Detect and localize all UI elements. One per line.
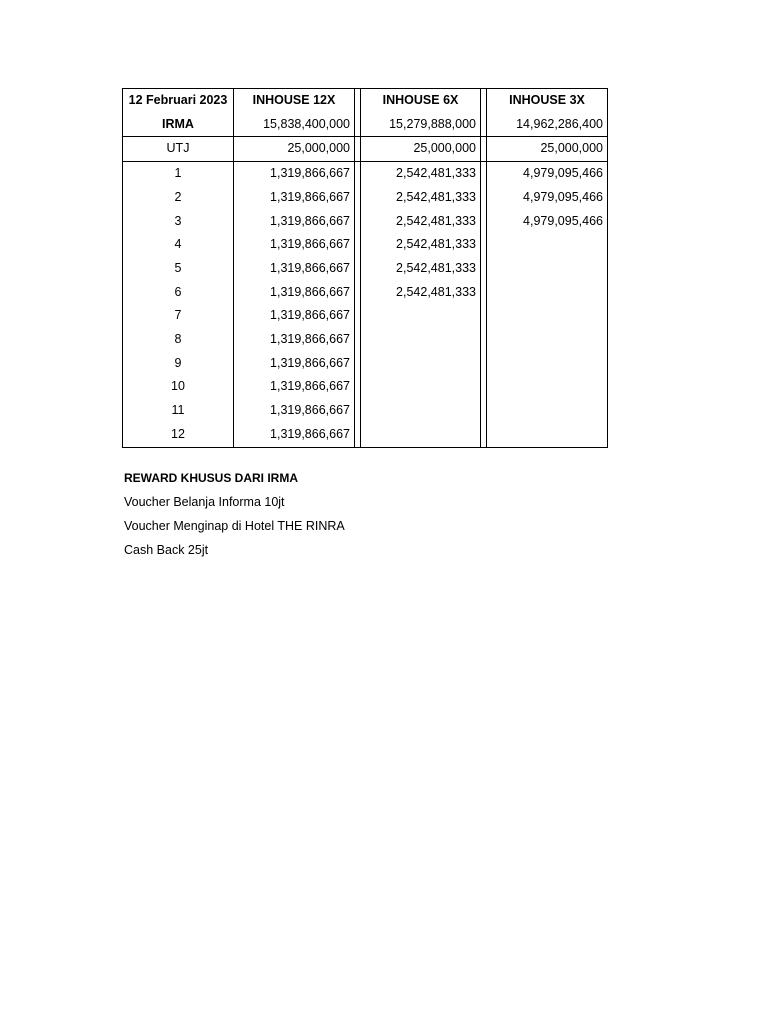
installment-3x: 4,979,095,466 [487,162,608,186]
utj-6x: 25,000,000 [361,137,481,162]
table-row [123,375,608,399]
installment-6x: 2,542,481,333 [361,281,481,305]
table-row [123,304,608,328]
utj-12x: 25,000,000 [234,137,355,162]
installment-number: 11 [123,399,234,423]
installment-6x: 2,542,481,333 [361,233,481,257]
installment-3x [487,304,608,328]
installment-number: 5 [123,257,234,281]
installment-12x: 1,319,866,667 [234,399,355,423]
installment-6x [361,375,481,399]
installment-12x: 1,319,866,667 [234,352,355,376]
header-inhouse-12x: INHOUSE 12X [234,89,355,113]
installment-6x [361,423,481,447]
header-date: 12 Februari 2023 [123,89,234,113]
installment-3x [487,328,608,352]
installment-12x: 1,319,866,667 [234,257,355,281]
reward-item: Cash Back 25jt [124,543,209,557]
installment-12x: 1,319,866,667 [234,281,355,305]
installment-6x [361,328,481,352]
installment-number: 3 [123,210,234,234]
installment-12x: 1,319,866,667 [234,304,355,328]
installment-6x: 2,542,481,333 [361,210,481,234]
table-row [123,328,608,352]
installment-number: 2 [123,186,234,210]
table-row [123,162,608,186]
table-row [123,257,608,281]
installment-3x [487,399,608,423]
header-inhouse-3x: INHOUSE 3X [487,89,608,113]
totals-label: IRMA [123,113,234,137]
utj-label: UTJ [123,137,234,162]
installment-3x [487,233,608,257]
installment-12x: 1,319,866,667 [234,186,355,210]
reward-section [124,466,345,562]
installment-number: 6 [123,281,234,305]
totals-6x: 15,279,888,000 [361,113,481,137]
installment-6x [361,399,481,423]
installment-3x [487,375,608,399]
installment-number: 8 [123,328,234,352]
installment-3x [487,352,608,376]
table-row [123,281,608,305]
table-row [123,233,608,257]
reward-item: Voucher Menginap di Hotel THE RINRA [124,519,345,533]
payment-schedule-table [122,88,608,448]
installment-number: 4 [123,233,234,257]
reward-item: Voucher Belanja Informa 10jt [124,495,285,509]
totals-3x: 14,962,286,400 [487,113,608,137]
installment-3x: 4,979,095,466 [487,210,608,234]
installment-number: 1 [123,162,234,186]
installment-3x [487,281,608,305]
installment-6x [361,304,481,328]
header-inhouse-6x: INHOUSE 6X [361,89,481,113]
totals-12x: 15,838,400,000 [234,113,355,137]
table-header-row [123,89,608,113]
installment-6x: 2,542,481,333 [361,162,481,186]
table-row [123,210,608,234]
table-row [123,399,608,423]
table-row [123,423,608,447]
installment-6x [361,352,481,376]
installment-12x: 1,319,866,667 [234,328,355,352]
installment-6x: 2,542,481,333 [361,186,481,210]
utj-row [123,137,608,162]
installment-number: 12 [123,423,234,447]
installment-12x: 1,319,866,667 [234,375,355,399]
table-row [123,186,608,210]
installment-12x: 1,319,866,667 [234,233,355,257]
installment-6x: 2,542,481,333 [361,257,481,281]
installment-12x: 1,319,866,667 [234,162,355,186]
installment-number: 10 [123,375,234,399]
totals-row [123,113,608,137]
installment-3x [487,423,608,447]
reward-title: REWARD KHUSUS DARI IRMA [124,471,298,485]
utj-3x: 25,000,000 [487,137,608,162]
installment-number: 9 [123,352,234,376]
installment-3x: 4,979,095,466 [487,186,608,210]
installment-12x: 1,319,866,667 [234,210,355,234]
installment-number: 7 [123,304,234,328]
installment-3x [487,257,608,281]
table-row [123,352,608,376]
installment-12x: 1,319,866,667 [234,423,355,447]
